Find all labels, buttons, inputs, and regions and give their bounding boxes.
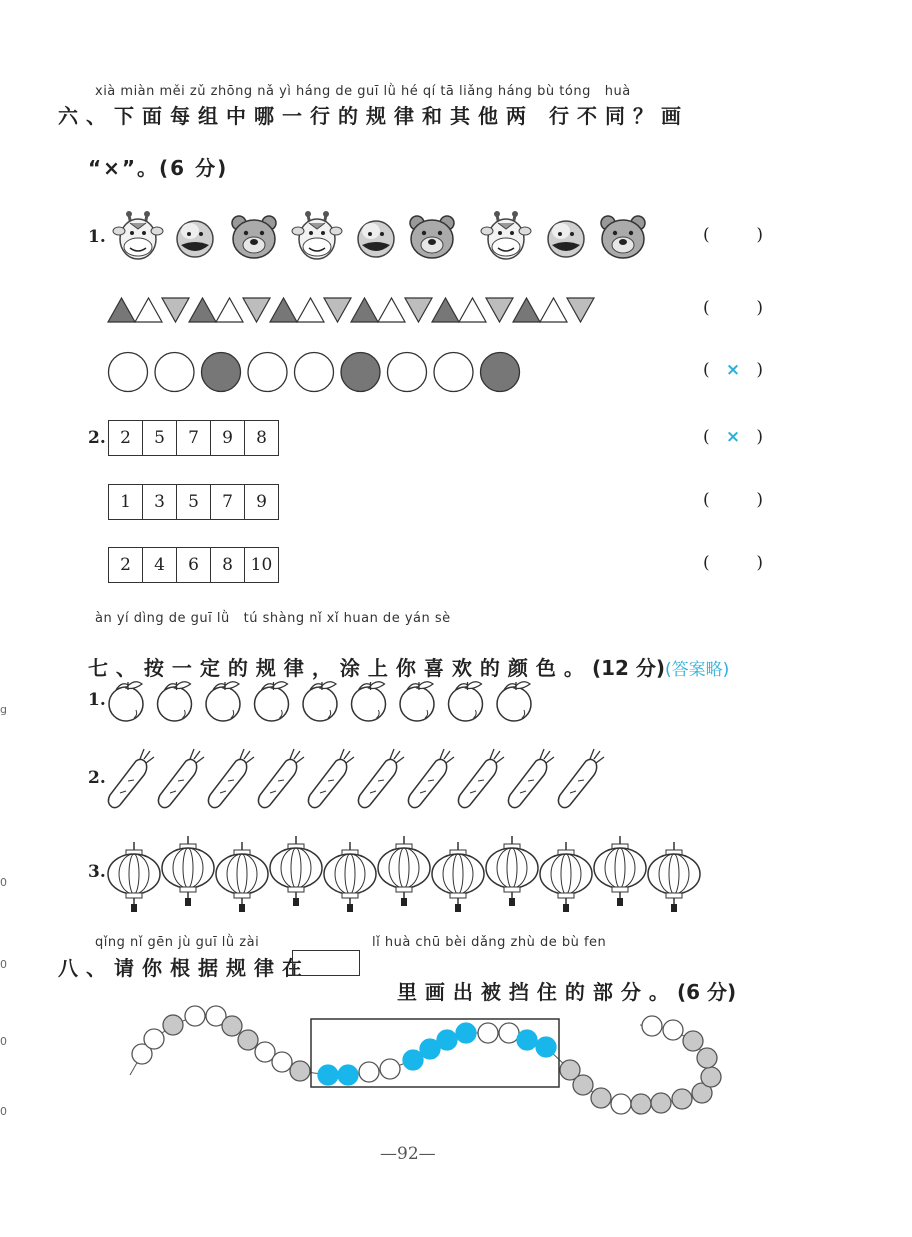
lantern-row[interactable]: [106, 836, 706, 911]
gray-bead-icon: [290, 1061, 310, 1081]
edge-mark: g: [0, 703, 7, 716]
gray-bead-icon: [222, 1016, 242, 1036]
white-bead-icon: [185, 1006, 205, 1026]
lantern-icon: [378, 836, 430, 906]
lantern-icon: [432, 842, 484, 912]
answer-omitted-note: (答案略): [665, 660, 730, 680]
white-bead-icon: [380, 1059, 400, 1079]
carrot-row[interactable]: [106, 745, 616, 815]
bead-string[interactable]: [120, 995, 730, 1125]
duck-icon: [358, 221, 394, 257]
section6-title-cont: “×”。(6 分): [88, 156, 229, 180]
section8-pinyin-right: lǐ huà chū bèi dǎng zhù de bù fen: [372, 935, 607, 950]
number-box-row2: [108, 484, 279, 520]
orange-icon: [109, 682, 143, 721]
answer-mark: ×: [725, 427, 741, 447]
gray-bead-icon: [591, 1088, 611, 1108]
gray-bead-icon: [163, 1015, 183, 1035]
number-cell: 4: [143, 548, 177, 582]
edge-mark: 0: [0, 958, 7, 971]
triangle-up-icon: [189, 298, 216, 322]
circle-icon: [109, 353, 148, 392]
number-cell: 2: [109, 421, 143, 455]
circle-icon: [202, 353, 241, 392]
section7-title-row: [58, 628, 729, 681]
orange-icon: [497, 682, 531, 721]
bear-icon: [601, 216, 645, 258]
number-cell: 5: [143, 421, 177, 455]
section8-title-right: 里画出被挡住的部分。: [396, 980, 677, 1004]
q7-3-label: 3.: [88, 862, 106, 882]
edge-mark: 0: [0, 876, 7, 889]
gray-bead-icon: [672, 1089, 692, 1109]
answer-paren-q1-row3[interactable]: ( × ): [703, 360, 763, 380]
number-cell: 9: [256, 492, 267, 512]
answer-paren-q2-row1[interactable]: ( × ): [703, 427, 763, 447]
carrot-icon: [208, 749, 254, 808]
triangle-up-icon: [432, 298, 459, 322]
number-box-row1: [108, 420, 279, 456]
giraffe-icon: [113, 211, 163, 259]
edge-mark: 0: [0, 1035, 7, 1048]
orange-icon: [158, 682, 192, 721]
gray-bead-icon: [683, 1031, 703, 1051]
white-bead-icon: [144, 1029, 164, 1049]
carrot-icon: [408, 749, 454, 808]
bear-icon: [232, 216, 276, 258]
white-bead-icon: [272, 1052, 292, 1072]
triangle-down-icon: [405, 298, 432, 322]
section8-title-left: 八、请你根据规律在: [58, 956, 310, 980]
circle-row: [108, 351, 528, 393]
section8-score: (6 分): [676, 980, 737, 1004]
duck-icon: [548, 221, 584, 257]
circle-icon: [341, 353, 380, 392]
orange-row[interactable]: [106, 680, 546, 725]
triangle-down-icon: [324, 298, 351, 322]
giraffe-icon: [292, 211, 342, 259]
carrot-icon: [258, 749, 304, 808]
triangle-down-icon: [162, 298, 189, 322]
triangle-row: [108, 296, 598, 326]
number-cell: 8: [256, 428, 267, 448]
white-bead-icon: [478, 1023, 498, 1043]
white-bead-icon: [642, 1016, 662, 1036]
triangle-up-icon: [216, 298, 243, 322]
carrot-icon: [358, 749, 404, 808]
carrot-icon: [158, 749, 204, 808]
number-cell: 5: [177, 485, 211, 519]
number-cell: 8: [211, 548, 245, 582]
number-box-row3: [108, 547, 279, 583]
lantern-icon: [540, 842, 592, 912]
answer-paren-q1-row1[interactable]: ( ): [703, 225, 763, 245]
page-number: —92—: [380, 1144, 436, 1164]
carrot-icon: [458, 749, 504, 808]
blank-box-icon: [292, 950, 360, 976]
circle-icon: [481, 353, 520, 392]
blue-bead-icon: [437, 1030, 457, 1050]
triangle-up-icon: [297, 298, 324, 322]
answer-paren-q2-row2[interactable]: ( ): [703, 490, 763, 510]
section6-pinyin: xià miàn měi zǔ zhōng nǎ yì háng de guī lǜ hé qí tā liǎng háng bù tóng huà: [95, 84, 631, 99]
white-bead-icon: [359, 1062, 379, 1082]
q7-2-label: 2.: [88, 768, 106, 788]
section7-score: (12 分): [591, 656, 666, 680]
animal-row: [110, 205, 670, 270]
number-cell: 6: [177, 548, 211, 582]
circle-icon: [155, 353, 194, 392]
carrot-icon: [308, 749, 354, 808]
white-bead-icon: [611, 1094, 631, 1114]
lantern-icon: [108, 842, 160, 912]
triangle-up-icon: [378, 298, 405, 322]
giraffe-icon: [481, 211, 531, 259]
triangle-up-icon: [540, 298, 567, 322]
answer-mark: ×: [725, 360, 741, 380]
number-cell: 9: [211, 421, 245, 455]
edge-mark: 0: [0, 1105, 7, 1118]
lantern-icon: [648, 842, 700, 912]
number-cell: 7: [211, 485, 245, 519]
lantern-icon: [162, 836, 214, 906]
triangle-up-icon: [135, 298, 162, 322]
white-bead-icon: [663, 1020, 683, 1040]
circle-icon: [295, 353, 334, 392]
carrot-icon: [108, 749, 154, 808]
gray-bead-icon: [651, 1093, 671, 1113]
white-bead-icon: [499, 1023, 519, 1043]
number-cell: 1: [109, 485, 143, 519]
number-cell: 7: [177, 421, 211, 455]
triangle-up-icon: [351, 298, 378, 322]
orange-icon: [352, 682, 386, 721]
section8-pinyin-left: qǐng nǐ gēn jù guī lǜ zài: [95, 935, 260, 950]
number-cell: 3: [143, 485, 177, 519]
lantern-icon: [486, 836, 538, 906]
lantern-icon: [324, 842, 376, 912]
lantern-icon: [594, 836, 646, 906]
triangle-up-icon: [108, 298, 135, 322]
triangle-up-icon: [513, 298, 540, 322]
blue-bead-icon: [517, 1030, 537, 1050]
triangle-down-icon: [567, 298, 594, 322]
q7-1-label: 1.: [88, 690, 106, 710]
section7-pinyin: àn yí dìng de guī lǜ tú shàng nǐ xǐ huan de yán sè: [95, 611, 451, 626]
carrot-icon: [558, 749, 604, 808]
blue-bead-icon: [318, 1065, 338, 1085]
blue-bead-icon: [536, 1037, 556, 1057]
blue-bead-icon: [403, 1050, 423, 1070]
carrot-icon: [508, 749, 554, 808]
orange-icon: [303, 682, 337, 721]
section7-title: 七、按一定的规律，涂上你喜欢的颜色。: [87, 656, 592, 680]
triangle-up-icon: [270, 298, 297, 322]
orange-icon: [400, 682, 434, 721]
gray-bead-icon: [697, 1048, 717, 1068]
bear-icon: [410, 216, 454, 258]
triangle-down-icon: [486, 298, 513, 322]
lantern-icon: [270, 836, 322, 906]
number-cell: 2: [109, 548, 143, 582]
section6-title: 六、下面每组中哪一行的规律和其他两 行不同？画: [58, 104, 689, 128]
lantern-icon: [216, 842, 268, 912]
answer-paren-q1-row2[interactable]: ( ): [703, 298, 763, 318]
blue-bead-icon: [456, 1023, 476, 1043]
blue-bead-icon: [338, 1065, 358, 1085]
triangle-down-icon: [243, 298, 270, 322]
triangle-up-icon: [459, 298, 486, 322]
circle-icon: [388, 353, 427, 392]
answer-paren-q2-row3[interactable]: ( ): [703, 553, 763, 573]
orange-icon: [255, 682, 289, 721]
q1-label: 1.: [88, 227, 106, 247]
duck-icon: [177, 221, 213, 257]
number-cell: 10: [250, 555, 273, 575]
gray-bead-icon: [701, 1067, 721, 1087]
circle-icon: [248, 353, 287, 392]
circle-icon: [434, 353, 473, 392]
orange-icon: [206, 682, 240, 721]
q2-label: 2.: [88, 428, 106, 448]
orange-icon: [449, 682, 483, 721]
gray-bead-icon: [573, 1075, 593, 1095]
gray-bead-icon: [238, 1030, 258, 1050]
gray-bead-icon: [631, 1094, 651, 1114]
